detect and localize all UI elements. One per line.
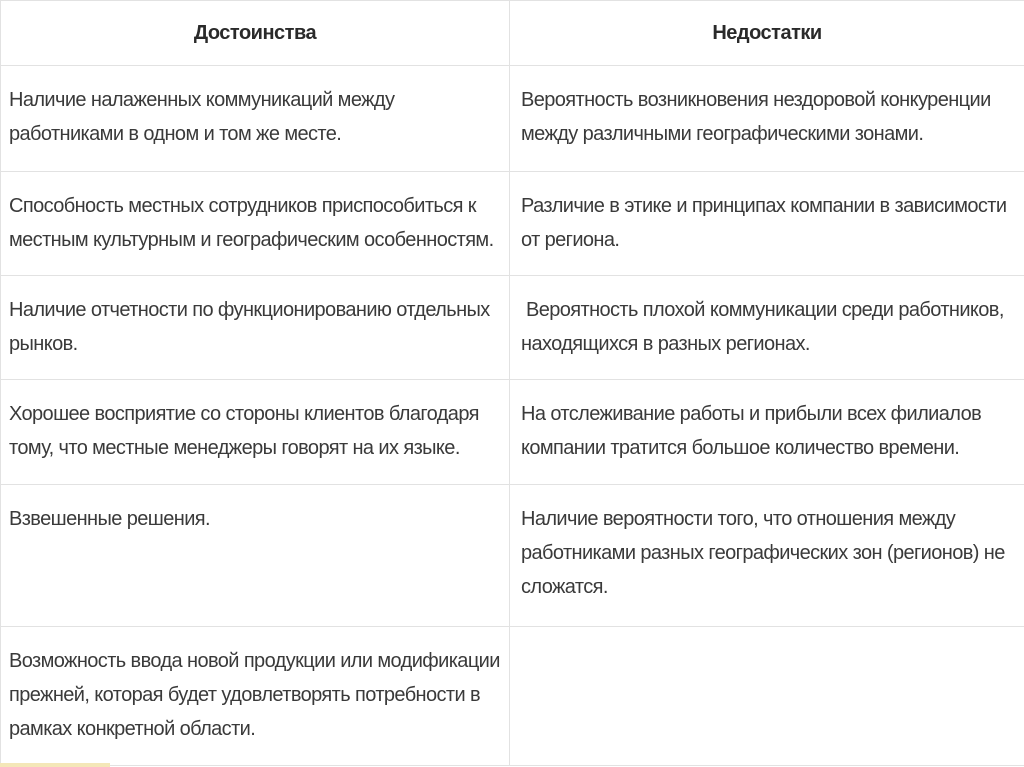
header-pros: Достоинства [1, 1, 510, 66]
pros-cell: Способность местных сотрудников приспособиться к местным культурным и географическим особенностям. [1, 172, 510, 276]
cons-cell [510, 626, 1024, 765]
table-row [1, 172, 1024, 276]
table-row [1, 626, 1024, 765]
header-cons: Недостатки [510, 1, 1024, 66]
pros-cell: Взвешенные решения. [1, 484, 510, 626]
pros-cell: Хорошее восприятие со стороны клиентов благодаря тому, что местные менеджеры говорят на их языке. [1, 380, 510, 484]
table-row [1, 66, 1024, 172]
cons-cell: Вероятность плохой коммуникации среди работников, находящихся в разных регионах. [510, 276, 1024, 380]
pros-cell: Возможность ввода новой продукции или модификации прежней, которая будет удовлетворять потребности в рамках конкретной области. [1, 626, 510, 765]
cons-cell: Вероятность возникновения нездоровой конкуренции между различными географическими зонами. [510, 66, 1024, 172]
bottom-accent-bar [0, 763, 110, 767]
pros-cell: Наличие отчетности по функционированию отдельных рынков. [1, 276, 510, 380]
table-row [1, 380, 1024, 484]
pros-cell: Наличие налаженных коммуникаций между работниками в одном и том же месте. [1, 66, 510, 172]
cons-cell: Различие в этике и принципах компании в зависимости от региона. [510, 172, 1024, 276]
table-row [1, 276, 1024, 380]
table-header-row [1, 1, 1024, 66]
cons-cell: Наличие вероятности того, что отношения между работниками разных географических зон (регионов) не сложатся. [510, 484, 1024, 626]
table-row [1, 484, 1024, 626]
cons-cell: На отслеживание работы и прибыли всех филиалов компании тратится большое количество времени. [510, 380, 1024, 484]
